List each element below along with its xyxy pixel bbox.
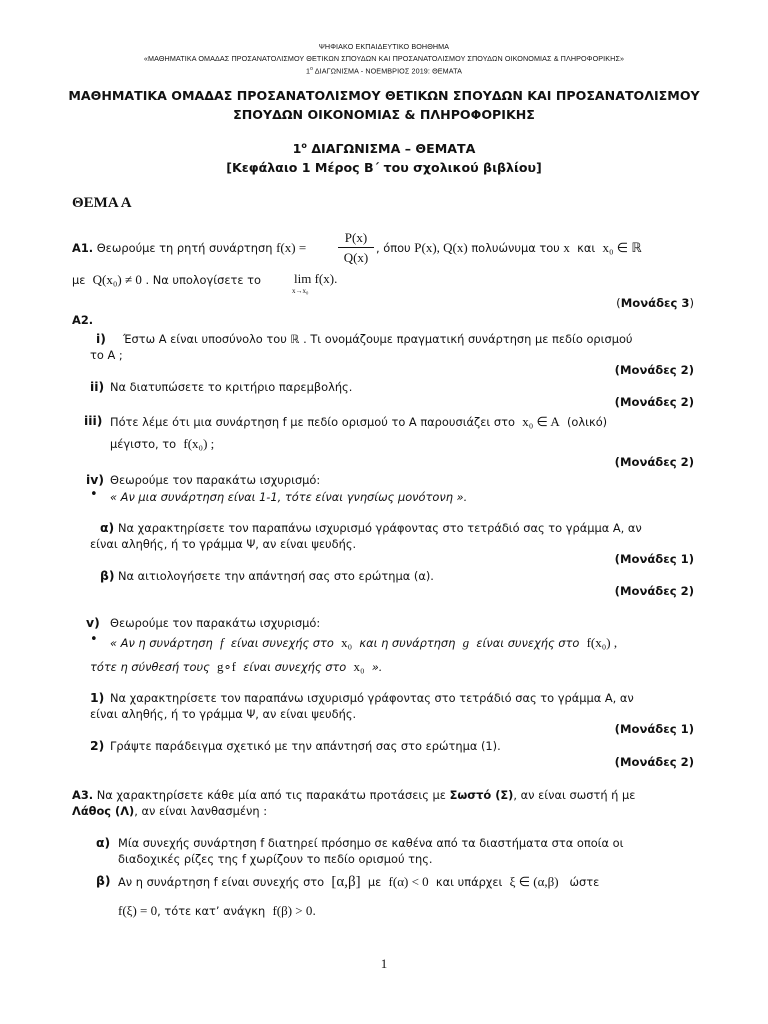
a1-marks: (Μονάδες 3): [616, 296, 694, 310]
a2-v-1-text-2: είναι αληθής, ή το γράμμα Ψ, αν είναι ψευδής.: [90, 707, 357, 721]
a3-a-text-1: Μία συνεχής συνάρτηση f διατηρεί πρόσημο σε καθένα από τα διαστήματα στα οποία οι: [118, 836, 624, 850]
a1-lim: lim f(x).: [294, 271, 338, 286]
a2-i-text-1: Έστω Α είναι υποσύνολο του ℝ . Τι ονομάζουμε πραγματική συνάρτηση με πεδίο ορισμού: [123, 332, 633, 346]
a1-line-1: Α1. Θεωρούμε τη ρητή συνάρτηση f(x) =: [72, 240, 307, 255]
a2-iv-b-text: Να αιτιολογήσετε την απάντησή σας στο ερώτημα (α).: [118, 569, 434, 583]
section-heading: ΘΕΜΑ Α: [72, 195, 132, 211]
a2-iii-label: iii): [84, 413, 103, 428]
a2-iii-text-2: μέγιστο, το f(x₀) ;: [110, 436, 215, 451]
a1-fraction-bar: [338, 247, 374, 248]
a2-iv-text: Θεωρούμε τον παρακάτω ισχυρισμό:: [110, 473, 321, 487]
a2-iv-a-marks: (Μονάδες 1): [614, 552, 694, 566]
page-number: 1: [380, 956, 388, 971]
a2-v-2-marks: (Μονάδες 2): [614, 755, 694, 769]
a2-ii-label: ii): [90, 379, 105, 394]
a2-i-label: i): [96, 331, 106, 346]
a3-b-text-1: Αν η συνάρτηση f είναι συνεχής στο [α,β] με f(α) < 0 και υπάρχει ξ ∈ (α,β) ώστε: [118, 874, 600, 890]
a2-v-1-text-1: Να χαρακτηρίσετε τον παραπάνω ισχυρισμό γράφοντας στο τετράδιό σας το γράμμα Α, αν: [110, 691, 634, 705]
a2-v-1-label: 1): [90, 690, 105, 705]
a2-v-1-marks: (Μονάδες 1): [614, 722, 694, 736]
a2-v-claim-2: τότε η σύνθεσή τους g∘f είναι συνεχής στο x₀ ».: [90, 659, 383, 674]
a2-v-2-text: Γράψτε παράδειγμα σχετικό με την απάντησή σας στο ερώτημα (1).: [110, 739, 501, 753]
chapter-title: [Κεφάλαιο 1 Μέρος Β΄ του σχολικού βιβλίου]: [226, 160, 542, 175]
a2-iii-marks: (Μονάδες 2): [614, 455, 694, 469]
a3-line-1: Α3. Να χαρακτηρίσετε κάθε μία από τις παρακάτω προτάσεις με Σωστό (Σ), αν είναι σωστή ή με: [72, 788, 636, 802]
a2-i-marks: (Μονάδες 2): [614, 363, 694, 377]
a2-ii-marks: (Μονάδες 2): [614, 395, 694, 409]
a1-line-2: με Q(x₀) ≠ 0 . Να υπολογίσετε το: [72, 272, 261, 287]
a2-iv-a-text-1: Να χαρακτηρίσετε τον παραπάνω ισχυρισμό γράφοντας στο τετράδιό σας το γράμμα Α, αν: [118, 521, 642, 535]
a2-v-label: v): [86, 615, 100, 630]
a1-numerator: P(x): [344, 230, 368, 245]
a2-iv-label: iv): [86, 472, 104, 487]
header-line-1: ΨΗΦΙΑΚΟ ΕΚΠΑΙΔΕΥΤΙΚΟ ΒΟΗΘΗΜΑ: [318, 42, 450, 51]
a3-b-label: β): [96, 873, 111, 888]
title-line-2: ΣΠΟΥΔΩΝ ΟΙΚΟΝΟΜΙΑΣ & ΠΛΗΡΟΦΟΡΙΚΗΣ: [233, 107, 535, 122]
a1-denominator: Q(x): [343, 250, 369, 265]
a2-v-text: Θεωρούμε τον παρακάτω ισχυρισμό:: [110, 616, 321, 630]
a3-line-2: Λάθος (Λ), αν είναι λανθασμένη :: [72, 804, 268, 818]
header-line-2: «ΜΑΘΗΜΑΤΙΚΑ ΟΜΑΔΑΣ ΠΡΟΣΑΝΑΤΟΛΙΣΜΟΥ ΘΕΤΙΚΩΝ ΣΠΟΥΔΩΝ ΚΑΙ ΠΡΟΣΑΝΑΤΟΛΙΣΜΟΥ ΣΠΟΥΔΩΝ ΟΙΚΟΝΟΜΙΑΣ & ΠΛΗΡΟΦΟΡΙΚΗΣ»: [143, 54, 625, 63]
a2-iv-b-marks: (Μονάδες 2): [614, 584, 694, 598]
bullet-icon: •: [90, 487, 98, 502]
a2-i-text-2: το Α ;: [90, 348, 123, 362]
a3-a-label: α): [96, 835, 111, 850]
a2-iv-b-label: β): [100, 568, 115, 583]
a2-v-claim-1: « Αν η συνάρτηση f είναι συνεχής στο x₀ και η συνάρτηση g είναι συνεχής στο f(x₀) ,: [110, 635, 618, 650]
header-line-3: $1^o$ ΔΙΑΓΩΝΙΣΜΑ - ΝΟΕΜΒΡΙΟΣ 2019: ΘΕΜΑΤΑ: [306, 66, 462, 76]
a2-iii-text-1: Πότε λέμε ότι μια συνάρτηση f με πεδίο ορισμού το Α παρουσιάζει στο x₀ ∈ A (ολικό): [110, 414, 608, 429]
a1-line-1-rest: , όπου P(x), Q(x) πολυώνυμα του x και x₀ ∈ ℝ: [376, 240, 642, 255]
a2-v-2-label: 2): [90, 738, 105, 753]
title-line-1: ΜΑΘΗΜΑΤΙΚΑ ΟΜΑΔΑΣ ΠΡΟΣΑΝΑΤΟΛΙΣΜΟΥ ΘΕΤΙΚΩΝ ΣΠΟΥΔΩΝ ΚΑΙ ΠΡΟΣΑΝΑΤΟΛΙΣΜΟΥ: [68, 88, 700, 103]
a2-ii-text: Να διατυπώσετε το κριτήριο παρεμβολής.: [110, 380, 353, 394]
a2-iv-claim: « Αν μια συνάρτηση είναι 1-1, τότε είναι γνησίως μονότονη ».: [110, 490, 468, 504]
a3-a-text-2: διαδοχικές ρίζες της f χωρίζουν το πεδίο ορισμού της.: [118, 852, 433, 866]
a1-lim-subscript: x→x₀: [292, 287, 309, 295]
a3-b-text-2: f(ξ) = 0, τότε κατ’ ανάγκη f(β) > 0.: [118, 903, 317, 918]
a2-iv-a-label: α): [100, 520, 115, 535]
bullet-icon: •: [90, 632, 98, 647]
a2-iv-a-text-2: είναι αληθής, ή το γράμμα Ψ, αν είναι ψευδής.: [90, 537, 357, 551]
a2-label: Α2.: [72, 313, 94, 327]
exam-title: $1^o$ ΔΙΑΓΩΝΙΣΜΑ – ΘΕΜΑΤΑ: [292, 141, 476, 157]
